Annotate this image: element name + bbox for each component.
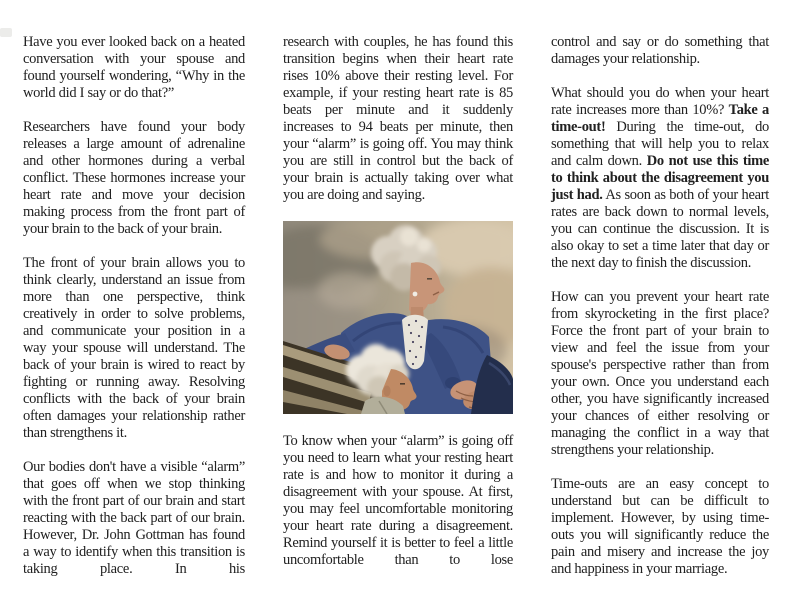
paragraph: research with couples, he has found this transition begins when their heart rate rises 10% above their resting level. For example, if your resting heart rate is 85 beats per minute and it suddenly increases to 94 beats per minute, then your “alarm” is going off. You may think you are still in control but the back of your brain is actually taking over what you are doing and saying. (283, 34, 513, 203)
text-column-1 (23, 34, 245, 595)
paragraph (551, 85, 769, 272)
text-run: What should you do when your heart rate increases more than 10%? (551, 85, 769, 118)
scan-artifact (0, 28, 12, 37)
bold-text-run: Take a time-out! (551, 102, 769, 135)
text-column-2 (283, 34, 513, 595)
text-run: As soon as both of your heart rates are back down to normal levels, you can continue the discussion. It is also okay to set a time later that day or the next day to finish the discussion. (551, 187, 769, 271)
text-column-3 (551, 34, 769, 595)
paragraph: control and say or do something that damages your relationship. (551, 34, 769, 67)
paragraph: To know when your “alarm” is going off you need to learn what your resting heart rate is and how to monitor it during a disagreement with your spouse. At first, you may feel uncomfortable monitoring your heart rate during a disagreement. Remind yourself it is better to feel a little uncomfortable than to lose (283, 433, 513, 568)
paragraph: Time-outs are an easy concept to understand but can be difficult to implement. However, by using time-outs you will significantly reduce the pain and misery and increase the joy and happiness in your marriage. (551, 476, 769, 577)
couple-photo (283, 221, 513, 414)
paragraph: The front of your brain allows you to think clearly, understand an issue from more than one perspective, think creatively in order to solve problems, and communicate your position in a way your spouse will understand. The back of your brain is wired to react by fighting or running away. Resolving conflicts with the back of your brain often damages your relationship rather than strengthens it. (23, 255, 245, 441)
paragraph: Our bodies don't have a visible “alarm” that goes off when we stop thinking with the front part of our brain and start reacting with the back part of our brain. However, Dr. John Gottman has found a way to identify when this transition is taking place. In his (23, 459, 245, 577)
text-run: During the time-out, do something that will help you to relax and calm down. (551, 119, 769, 169)
paragraph: Researchers have found your body releases a large amount of adrenaline and other hormones during a verbal conflict. These hormones increase your heart rate and move your decision making process from the front part of your brain to the back of your brain. (23, 119, 245, 237)
paragraph: How can you prevent your heart rate from skyrocketing in the first place? Force the front part of your brain to view and feel the issue from your spouse's perspective rather than from your own. Once you understand each other, you have significantly increased your chances of either resolving or managing the conflict in a way that strengthens your relationship. (551, 289, 769, 458)
bold-text-run: Do not use this time to think about the disagreement you just had. (551, 153, 769, 203)
brochure-page (23, 34, 770, 595)
paragraph: Have you ever looked back on a heated conversation with your spouse and found yourself wondering, “Why in the world did I say or do that?” (23, 34, 245, 101)
